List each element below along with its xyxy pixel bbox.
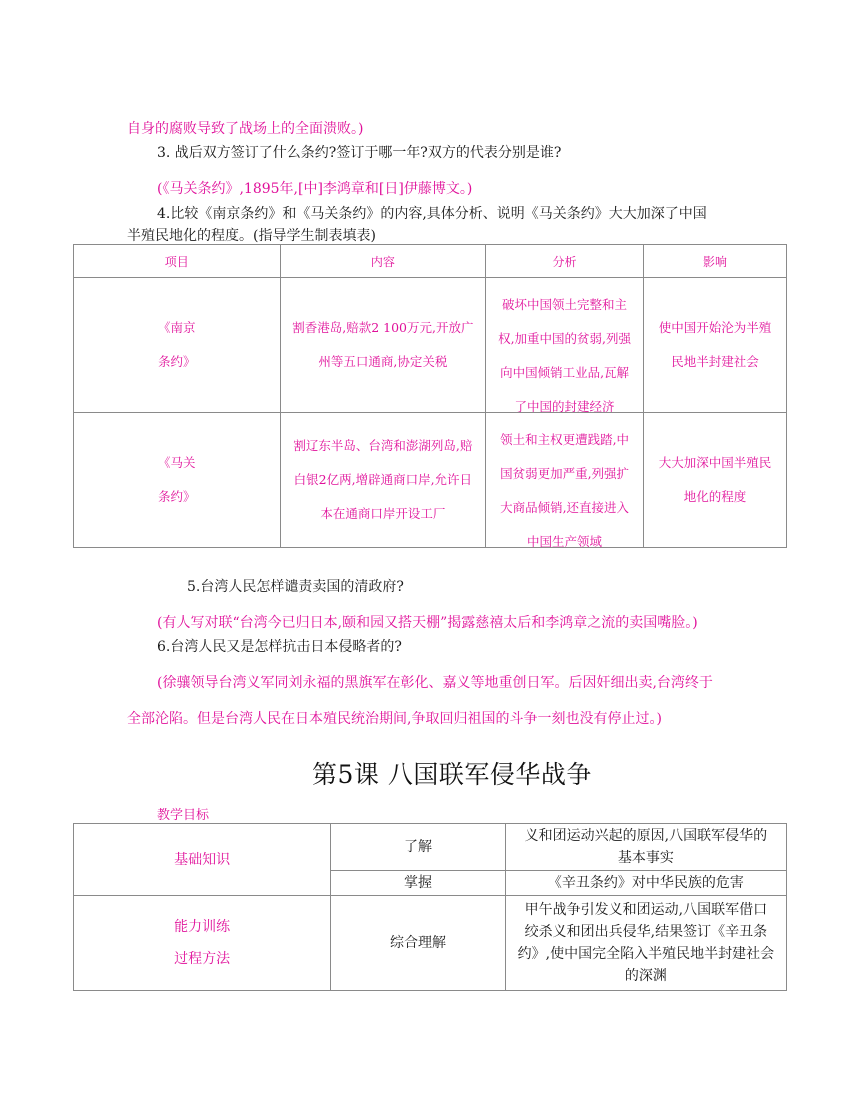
ability-line1: 能力训练 xyxy=(174,919,231,935)
answer-6-line1: (徐骧领导台湾义军同刘永福的黑旗军在彰化、嘉义等地重创日军。后因奸细出卖,台湾终于 xyxy=(157,675,713,691)
master-text-cell: 《辛丑条约》对中华民族的危害 xyxy=(505,871,786,896)
row2-analysis xyxy=(486,413,644,548)
comprehend-text-cell xyxy=(505,896,786,991)
answer-continuation: 自身的腐败导致了战场上的全面溃败。) xyxy=(127,121,364,137)
row2-analysis-line1: 领土和主权更遭践踏,中 xyxy=(500,432,630,447)
row2-content-line3: 本在通商口岸开设工厂 xyxy=(320,506,446,521)
row2-item-line2: 条约》 xyxy=(158,489,196,504)
comprehend-text-line3: 约》,使中国完全陷入半殖民地半封建社会 xyxy=(517,946,775,962)
lesson-title: 第5课 八国联军侵华战争 xyxy=(312,760,592,789)
table-row xyxy=(74,896,787,991)
objectives-label: 教学目标 xyxy=(157,808,210,823)
answer-6-line2: 全部沦陷。但是台湾人民在日本殖民统治期间,争取回归祖国的斗争一刻也没有停止过。) xyxy=(127,711,662,727)
row1-analysis-line2: 权,加重中国的贫弱,列强 xyxy=(498,331,632,346)
understand-text-cell xyxy=(505,824,786,871)
comprehend-cell: 综合理解 xyxy=(331,896,506,991)
table-header-row xyxy=(74,245,787,278)
row2-impact-line1: 大大加深中国半殖民 xyxy=(658,455,772,470)
row1-item xyxy=(74,278,281,413)
row2-analysis-line3: 大商品倾销,还直接进入 xyxy=(500,500,630,515)
row1-item-line2: 条约》 xyxy=(158,354,196,369)
row2-analysis-line2: 国贫弱更加严重,列强扩 xyxy=(500,466,630,481)
understand-text-line2: 基本事实 xyxy=(617,850,674,866)
row1-content xyxy=(280,278,486,413)
row1-analysis-line4: 了中国的封建经济 xyxy=(514,399,615,412)
understand-cell: 了解 xyxy=(331,824,506,871)
answer-3: (《马关条约》,1895年,[中]李鸿章和[日]伊藤博文。) xyxy=(157,181,473,197)
header-analysis: 分析 xyxy=(486,245,644,278)
row2-item-line1: 《马关 xyxy=(158,455,196,470)
question-4-line2: 半殖民地化的程度。(指导学生制表填表) xyxy=(127,228,376,244)
table-row xyxy=(74,413,787,548)
header-item: 项目 xyxy=(74,245,281,278)
treaty-comparison-table xyxy=(73,244,787,548)
row2-item xyxy=(74,413,281,548)
comprehend-text-line4: 的深渊 xyxy=(624,968,667,984)
row2-impact xyxy=(644,413,787,548)
row2-analysis-line4: 中国生产领域 xyxy=(527,534,603,547)
header-impact: 影响 xyxy=(644,245,787,278)
understand-text-line1: 义和团运动兴起的原因,八国联军侵华的 xyxy=(524,828,768,844)
comprehend-text-line2: 绞杀义和团出兵侵华,结果签订《辛丑条 xyxy=(524,924,768,940)
objectives-table xyxy=(73,823,787,991)
header-content: 内容 xyxy=(280,245,486,278)
answer-5: (有人写对联“台湾今已归日本,颐和园又搭天棚”揭露慈禧太后和李鸿章之流的卖国嘴脸。) xyxy=(157,615,698,631)
row2-impact-line2: 地化的程度 xyxy=(683,489,747,504)
row2-content-line2: 白银2亿两,增辟通商口岸,允许日 xyxy=(293,472,473,487)
basic-knowledge-cell: 基础知识 xyxy=(74,824,331,896)
row1-content-line1: 割香港岛,赔款2 100万元,开放广 xyxy=(292,320,474,335)
master-cell: 掌握 xyxy=(331,871,506,896)
row1-item-line1: 《南京 xyxy=(158,320,196,335)
row1-analysis-line3: 向中国倾销工业品,瓦解 xyxy=(500,365,630,380)
table-row xyxy=(74,824,787,871)
question-5: 5.台湾人民怎样谴责卖国的清政府? xyxy=(187,579,404,595)
question-4-line1: 4.比较《南京条约》和《马关条约》的内容,具体分析、说明《马关条约》大大加深了中国 xyxy=(157,206,707,222)
row1-analysis xyxy=(486,278,644,413)
row1-analysis-line1: 破坏中国领土完整和主 xyxy=(502,297,628,312)
question-3: 3. 战后双方签订了什么条约?签订于哪一年?双方的代表分别是谁? xyxy=(157,145,562,161)
ability-cell xyxy=(74,896,331,991)
row1-impact-line2: 民地半封建社会 xyxy=(671,354,759,369)
ability-line2: 过程方法 xyxy=(174,951,231,967)
row2-content-line1: 割辽东半岛、台湾和澎湖列岛,赔 xyxy=(293,438,473,453)
row1-content-line2: 州等五口通商,协定关税 xyxy=(318,354,448,369)
row1-impact-line1: 使中国开始沦为半殖 xyxy=(658,320,772,335)
row2-content xyxy=(280,413,486,548)
table-row xyxy=(74,278,787,413)
comprehend-text-line1: 甲午战争引发义和团运动,八国联军借口 xyxy=(524,902,768,918)
question-6: 6.台湾人民又是怎样抗击日本侵略者的? xyxy=(157,639,402,655)
row1-impact xyxy=(644,278,787,413)
